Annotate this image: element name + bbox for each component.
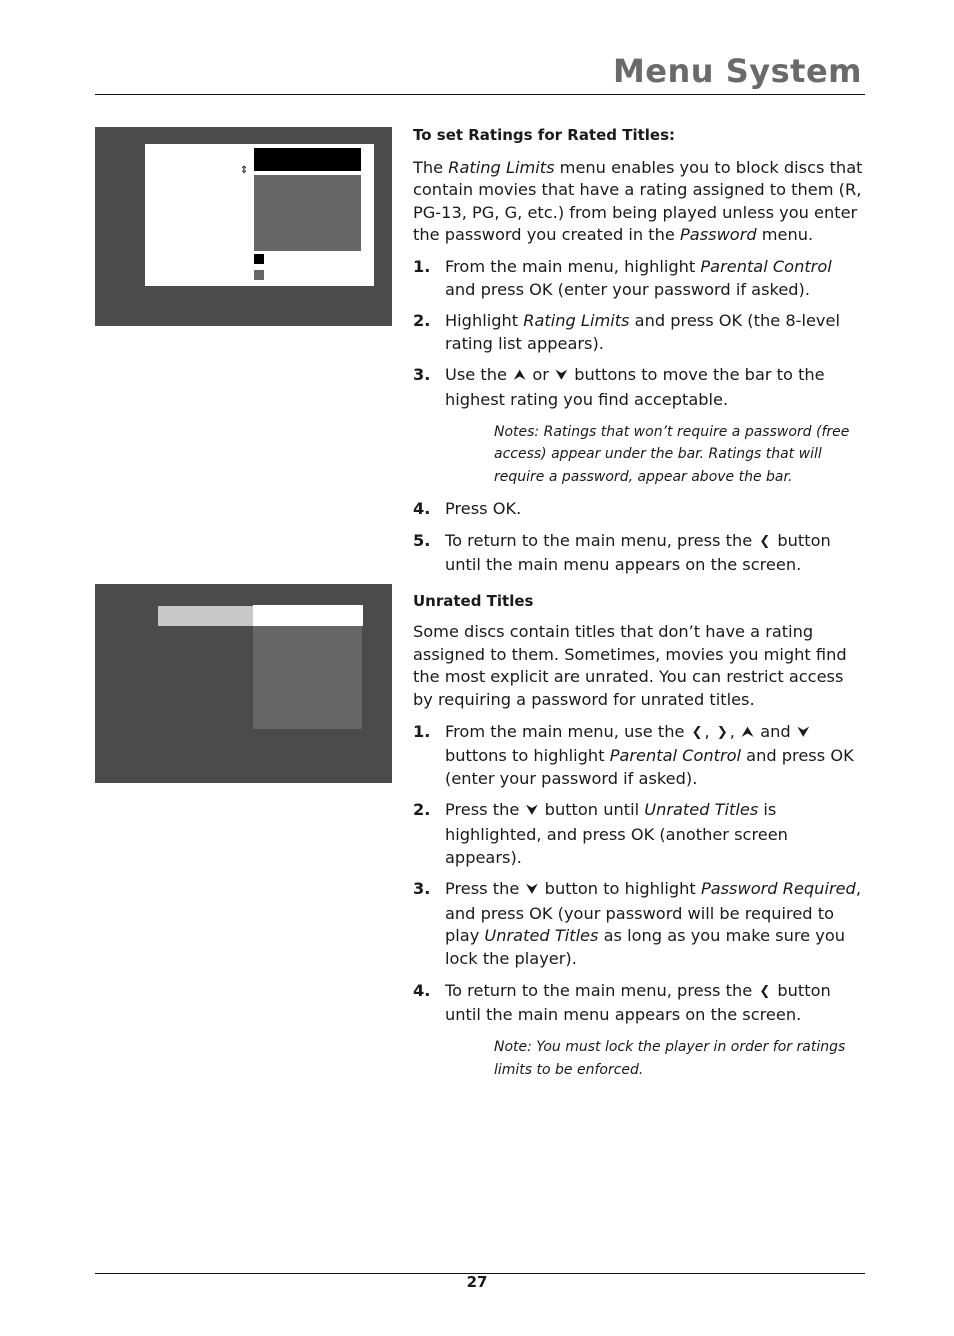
step-number: 4. xyxy=(413,980,431,1000)
step-number: 1. xyxy=(413,256,431,276)
header-rule xyxy=(95,94,865,95)
rated-steps xyxy=(413,256,865,577)
emphasis-text: Rating Limits xyxy=(448,157,555,177)
emphasis-text: Password Required xyxy=(700,879,856,899)
emphasis-text: Parental Control xyxy=(609,746,742,766)
step-item: 4. Press OK. xyxy=(413,498,865,521)
emphasis-text: Rating Limits xyxy=(523,311,630,331)
body-text xyxy=(413,124,865,1090)
emphasis-text: Unrated Titles xyxy=(644,800,759,820)
step-item: 4. To return to the main menu, press the ❮ button until the main menu appears on the screen. xyxy=(413,980,831,1025)
step-number: 3. xyxy=(413,365,431,385)
step-number: 2. xyxy=(413,800,431,820)
unrated-steps xyxy=(413,721,865,1082)
step-item: 2. Press the ⮟ button until Unrated Titles is highlighted, and press OK (another screen appears). xyxy=(413,800,788,867)
section-heading-rated: To set Ratings for Rated Titles: xyxy=(413,126,676,144)
step-item: 1. From the main menu, use the ❮ , ❯ , ⮝ and ⮟ buttons to highlight Parental Control and press OK (enter your password if asked). xyxy=(413,721,854,788)
left-arrow-icon: ❮ xyxy=(691,724,703,740)
up-arrow-icon: ⮝ xyxy=(514,368,526,384)
black-square-icon xyxy=(254,254,264,264)
unrated-intro: Some discs contain titles that don’t have a rating assigned to them. Sometimes, movies you might find the most explicit are unrated. You can restrict access by requiring a password for unrated titles. xyxy=(413,622,847,710)
step-item: 1. From the main menu, highlight Parental Control and press OK (enter your password if asked). xyxy=(413,256,832,299)
section-heading-unrated: Unrated Titles xyxy=(413,591,534,610)
left-arrow-icon: ❮ xyxy=(759,983,771,999)
step-number: 5. xyxy=(413,530,431,550)
step-number: 4. xyxy=(413,498,431,518)
note-text: Notes: Ratings that won’t require a password (free access) appear under the bar. Ratings that will require a password, appear above the bar. xyxy=(494,423,850,486)
emphasis-text: Password xyxy=(680,225,757,245)
page-title: Menu System xyxy=(612,52,862,90)
left-arrow-icon: ❮ xyxy=(759,533,771,549)
emphasis-text: Parental Control xyxy=(700,256,832,276)
rated-intro: The Rating Limits menu enables you to block discs that contain movies that have a rating assigned to them (R, PG-13, PG, G, etc.) from being played unless you enter the password you created in the Password menu. xyxy=(413,157,863,245)
step-item: 3. Press the ⮟ button to highlight Password Required, and press OK (your password will be required to play Unrated Titles as long as you make sure you lock the player). xyxy=(413,879,861,969)
down-arrow-icon: ⮟ xyxy=(556,368,568,384)
menu-item-highlight xyxy=(158,606,253,626)
page-number: 27 xyxy=(466,1273,488,1291)
note-text: Note: You must lock the player in order for ratings limits to be enforced. xyxy=(494,1038,846,1078)
up-arrow-icon: ⮝ xyxy=(742,724,754,740)
step-number: 3. xyxy=(413,879,431,899)
unrated-titles-screenshot xyxy=(95,584,392,783)
rating-limits-screenshot xyxy=(95,127,392,326)
highlight-bar xyxy=(254,148,361,171)
step-number: 1. xyxy=(413,721,431,741)
emphasis-text: Unrated Titles xyxy=(484,926,599,946)
step-item: 5. To return to the main menu, press the ❮ button until the main menu appears on the screen. xyxy=(413,530,831,575)
rating-list xyxy=(254,175,361,251)
up-down-arrow-icon: ⇕ xyxy=(240,165,249,176)
option-list xyxy=(253,626,362,729)
step-number: 2. xyxy=(413,311,431,331)
down-arrow-icon: ⮟ xyxy=(526,882,538,898)
step-item: 3. Use the ⮝ or ⮟ buttons to move the bar to the highest rating you find acceptable. xyxy=(413,365,825,409)
down-arrow-icon: ⮟ xyxy=(797,724,809,740)
gray-square-icon xyxy=(254,270,264,280)
step-item: 2. Highlight Rating Limits and press OK (the 8-level rating list appears). xyxy=(413,311,840,353)
down-arrow-icon: ⮟ xyxy=(526,803,538,819)
selected-option xyxy=(253,605,363,626)
right-arrow-icon: ❯ xyxy=(716,724,728,740)
